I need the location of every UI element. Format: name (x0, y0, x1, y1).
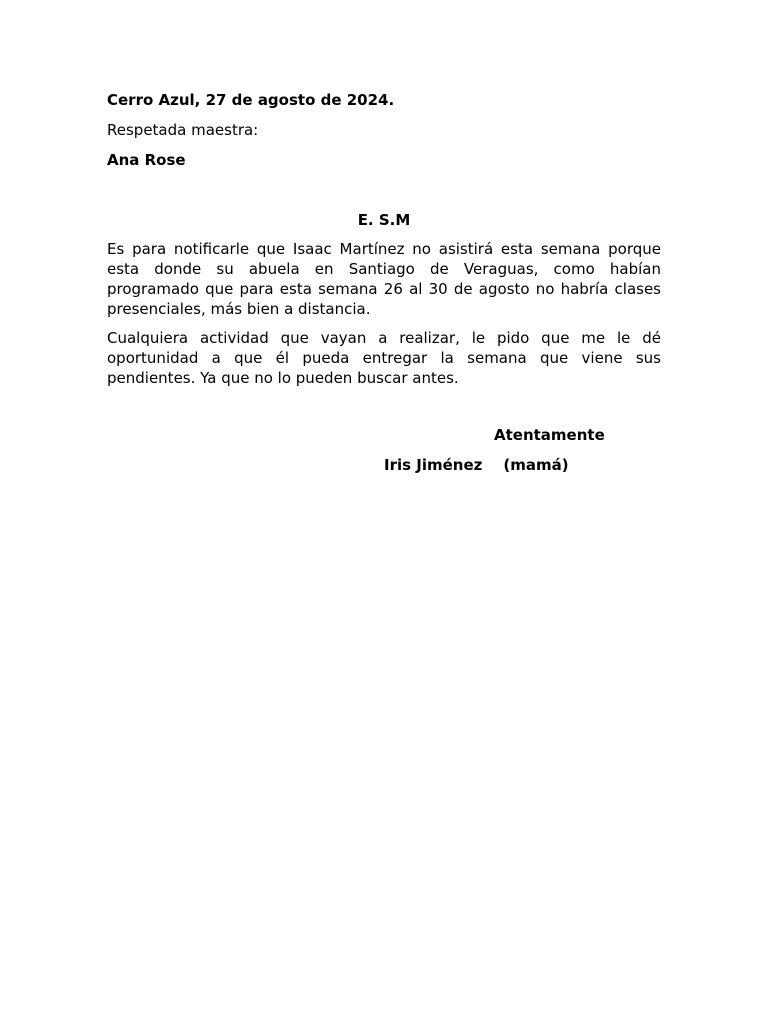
letter-date: Cerro Azul, 27 de agosto de 2024. (107, 91, 395, 109)
signature-name: Iris Jiménez (384, 456, 483, 474)
letter-salutation: Respetada maestra: (107, 121, 259, 139)
letter-paragraph-1: Es para notificarle que Isaac Martínez no asistirá esta semana porque esta donde su abuela en Santiago de Veraguas, como habían programado que para esta semana 26 al 30 de agosto no habría clases presenciales, más bien a distancia. (107, 240, 661, 318)
signature-role: (mamá) (503, 456, 569, 474)
letter-recipient: Ana Rose (107, 151, 186, 169)
letter-signature (384, 455, 569, 475)
letter-closing: Atentamente (494, 426, 605, 444)
letter-paragraph-2: Cualquiera actividad que vayan a realizar, le pido que me le dé oportunidad a que él pueda entregar la semana que viene sus pendientes. Ya que no lo pueden buscar antes. (107, 329, 661, 387)
school-heading: E. S.M (357, 211, 411, 229)
